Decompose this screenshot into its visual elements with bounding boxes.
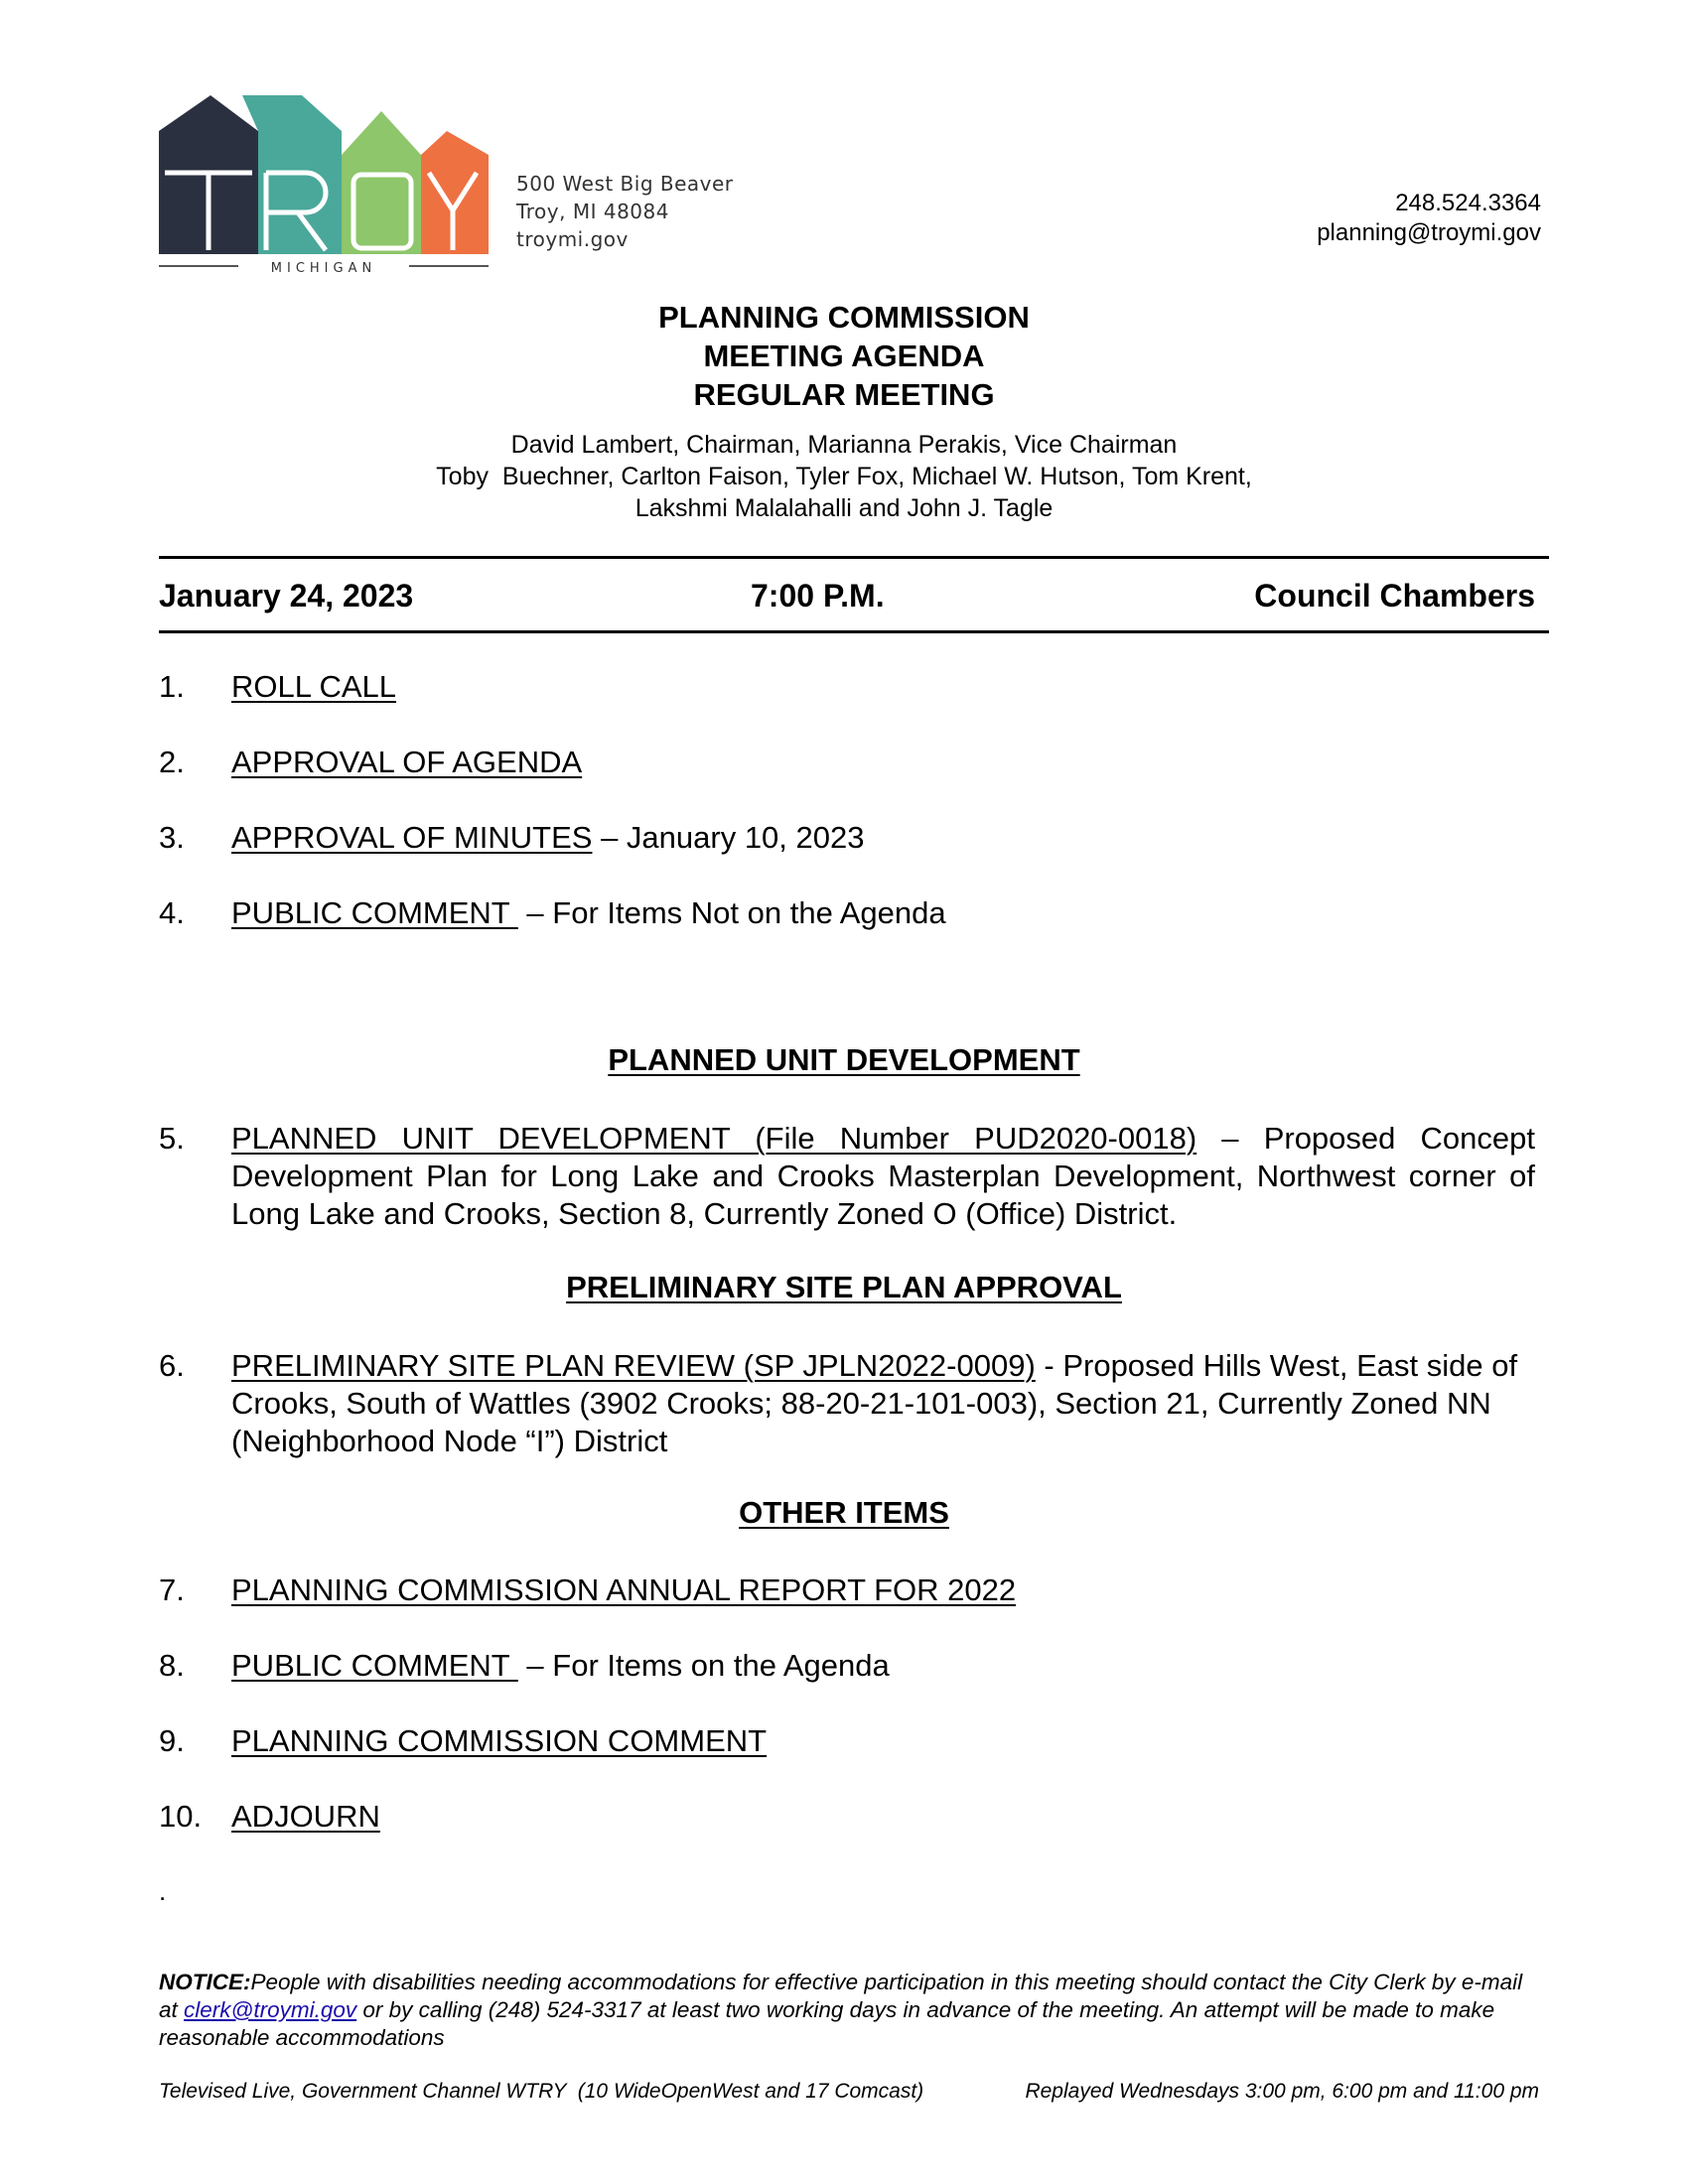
item-number: 6.: [159, 1348, 185, 1383]
agenda-item: [159, 668, 1535, 706]
divider-bottom: [159, 630, 1549, 633]
item-number: 4.: [159, 895, 185, 930]
contact-info: [1317, 189, 1541, 248]
troy-logo: [159, 95, 489, 274]
broadcast-info: [159, 2080, 1539, 2104]
accessibility-notice: [159, 1969, 1539, 2052]
city-address: [516, 170, 734, 253]
notice-text: People with disabilities needing accommodations for effective participation in this meeting should contact the City Clerk by e-mail at: [159, 1970, 1523, 2022]
agenda-title: [0, 298, 1688, 414]
members-line: David Lambert, Chairman, Marianna Perakis, Vice Chairman: [510, 431, 1178, 459]
item-title: PUBLIC COMMENT: [231, 895, 518, 930]
item-title: PLANNING COMMISSION COMMENT: [231, 1723, 768, 1758]
stray-period: .: [159, 1876, 167, 1906]
phone-number: 248.524.3364: [1395, 190, 1541, 216]
notice-label: NOTICE:: [159, 1970, 251, 1994]
address-website: troymi.gov: [516, 227, 629, 251]
item-title: PRELIMINARY SITE PLAN REVIEW (SP JPLN2022-0009): [231, 1348, 1036, 1383]
item-detail: – Proposed Concept Development Plan for Long Lake and Crooks Masterplan Development, Northwest corner of Long Lake and Crooks, Section 8, Currently Zoned O (Office) District.: [231, 1121, 1535, 1231]
agenda-item: [159, 1571, 1535, 1609]
clerk-email-link[interactable]: clerk@troymi.gov: [184, 1997, 357, 2022]
agenda-item: [159, 894, 1535, 932]
svg-text:MICHIGAN: MICHIGAN: [270, 261, 377, 274]
item-title: APPROVAL OF MINUTES: [231, 820, 593, 855]
agenda-item: [159, 1347, 1535, 1460]
section-heading-other: OTHER ITEMS: [739, 1495, 949, 1530]
item-number: 5.: [159, 1121, 185, 1156]
item-title: APPROVAL OF AGENDA: [231, 745, 583, 779]
agenda-item: [159, 1647, 1535, 1685]
address-street: 500 West Big Beaver: [516, 172, 734, 196]
item-title: PLANNING COMMISSION ANNUAL REPORT FOR 2022: [231, 1572, 1017, 1607]
item-detail: - Proposed Hills West, East side of Crooks, South of Wattles (3902 Crooks; 88-20-21-101-003), Section 21, Currently Zoned NN (Neighborhood Node “I”) District: [231, 1348, 1518, 1458]
item-title: PUBLIC COMMENT: [231, 1648, 518, 1683]
item-title: PLANNED UNIT DEVELOPMENT (File Number PUD2020-0018): [231, 1121, 1197, 1156]
replay-schedule: Replayed Wednesdays 3:00 pm, 6:00 pm and 11:00 pm: [1025, 2080, 1539, 2103]
meeting-time: 7:00 P.M.: [751, 578, 885, 614]
item-title: ADJOURN: [231, 1799, 380, 1834]
item-detail: – For Items Not on the Agenda: [517, 895, 946, 930]
section-heading-pud: PLANNED UNIT DEVELOPMENT: [608, 1042, 1080, 1077]
item-detail: – For Items on the Agenda: [517, 1648, 890, 1683]
agenda-item: [159, 744, 1535, 781]
address-city: Troy, MI 48084: [516, 200, 669, 223]
section-heading-site-plan: PRELIMINARY SITE PLAN APPROVAL: [566, 1270, 1122, 1304]
item-number: 9.: [159, 1723, 185, 1758]
item-number: 1.: [159, 669, 185, 704]
meeting-date: January 24, 2023: [159, 578, 414, 614]
divider-top: [159, 556, 1549, 559]
item-number: 7.: [159, 1572, 185, 1607]
members-line: Toby Buechner, Carlton Faison, Tyler Fox, Michael W. Hutson, Tom Krent,: [436, 463, 1252, 490]
item-number: 2.: [159, 745, 185, 779]
agenda-item: [159, 819, 1535, 857]
agenda-item: [159, 1798, 1535, 1836]
item-number: 10.: [159, 1799, 203, 1834]
meeting-location: Council Chambers: [1254, 578, 1535, 614]
commission-members: [0, 429, 1688, 524]
agenda-item: [159, 1120, 1535, 1233]
item-number: 8.: [159, 1648, 185, 1683]
notice-text-continued: or by calling (248) 524-3317 at least two working days in advance of the meeting. An attempt will be made to make reasonable accommodations: [159, 1997, 1495, 2050]
agenda-item: [159, 1722, 1535, 1760]
contact-email: planning@troymi.gov: [1317, 219, 1541, 246]
item-number: 3.: [159, 820, 185, 855]
members-line: Lakshmi Malalahalli and John J. Tagle: [634, 494, 1054, 522]
title-line-3: REGULAR MEETING: [693, 377, 995, 412]
televised-live: Televised Live, Government Channel WTRY (10 WideOpenWest and 17 Comcast): [159, 2080, 924, 2103]
title-line-2: MEETING AGENDA: [703, 339, 985, 373]
item-title: ROLL CALL: [231, 669, 396, 704]
item-detail: – January 10, 2023: [592, 820, 865, 855]
title-line-1: PLANNING COMMISSION: [658, 300, 1030, 335]
